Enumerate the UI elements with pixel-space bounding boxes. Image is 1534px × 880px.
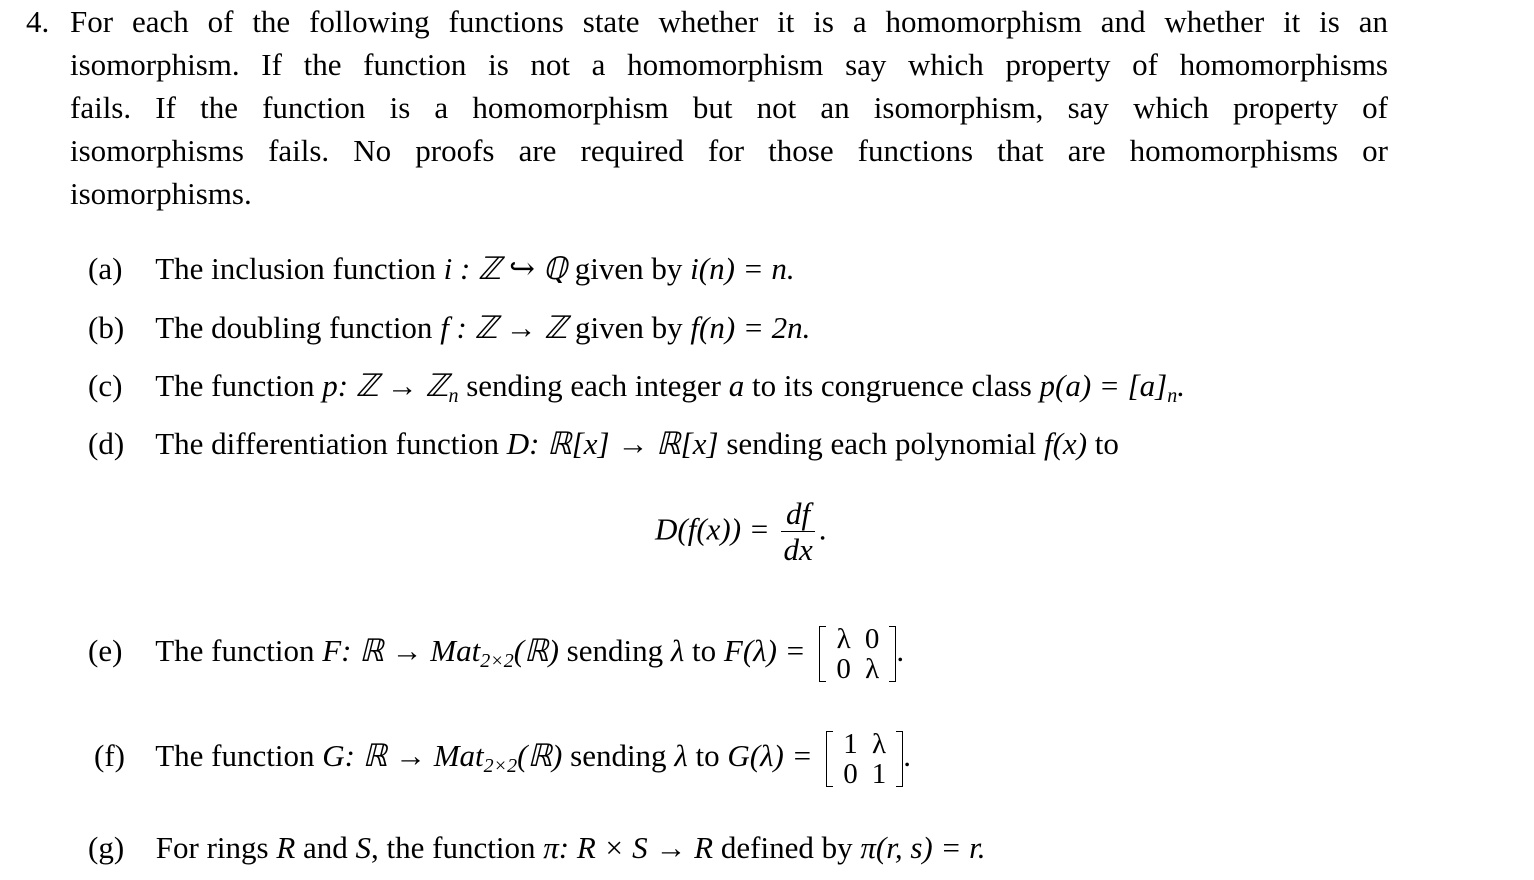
- item-text: The function: [155, 738, 315, 774]
- math-subscript: n: [448, 385, 459, 407]
- item-e: (e) The function F: ℝ → Mat$_{2\times 2}$(ℝ) sending λ to F(λ) = λ 0 0 λ .: [88, 623, 905, 685]
- math-expression: G(λ) =: [727, 738, 813, 774]
- matrix-cell: 0: [836, 653, 851, 685]
- matrix-cell: 1: [871, 758, 887, 790]
- math-variable: a: [728, 368, 745, 403]
- math-map: F: ℝ → Mat: [322, 633, 481, 669]
- math-expression: [322, 738, 563, 778]
- item-text: The doubling function: [155, 310, 433, 345]
- item-c: [88, 364, 1185, 418]
- matrix-cell: λ: [871, 728, 887, 760]
- math-expression: [322, 368, 459, 407]
- item-text: sending each integer: [466, 368, 721, 403]
- matrix-cell: λ: [865, 653, 880, 685]
- math-map-end: (ℝ): [513, 633, 559, 669]
- intro-line: isomorphisms.: [70, 176, 252, 211]
- matrix-e: [819, 624, 896, 684]
- matrix-cell: 1: [843, 728, 858, 760]
- item-text: The differentiation function: [155, 426, 499, 461]
- math-expression: i : ℤ ↪ ℚ: [443, 251, 568, 286]
- math-expression: f(n) = 2n.: [690, 310, 811, 345]
- item-text: to: [1094, 426, 1119, 461]
- intro-line: isomorphism. If the function is not a homomorphism say which property of homomorphisms: [70, 47, 1388, 82]
- display-equation: D(f(x)) = $\frac{df}{dx}$ .: [655, 496, 827, 567]
- math-map: G: ℝ → Mat: [322, 738, 484, 774]
- math-expression: π: R × S → R: [543, 830, 714, 865]
- item-g: [88, 826, 986, 869]
- math-expression: [322, 633, 559, 673]
- problem-intro: [70, 0, 1388, 215]
- derivative-fraction: [781, 497, 814, 568]
- matrix-f: [826, 729, 903, 789]
- item-text: given by: [575, 310, 683, 345]
- math-map-end: (ℝ): [517, 738, 563, 774]
- item-text: defined by: [720, 830, 853, 865]
- math-variable: S: [355, 830, 372, 865]
- item-label: (d): [88, 426, 125, 461]
- math-map: p: ℤ → ℤ: [322, 368, 449, 403]
- item-text: The inclusion function: [155, 251, 436, 286]
- item-a: [88, 247, 795, 290]
- intro-line: fails. If the function is a homomorphism but not an isomorphism, say which property of: [70, 90, 1388, 125]
- math-subscript: 2×2: [480, 650, 514, 673]
- item-text: The function: [155, 633, 315, 669]
- item-text: and: [303, 830, 348, 865]
- fraction-denominator: dx: [783, 532, 813, 567]
- item-text: sending: [570, 738, 667, 774]
- math-expression: f(x): [1044, 426, 1088, 461]
- problem-number: 4.: [26, 4, 50, 39]
- math-expression: D: ℝ[x] → ℝ[x]: [506, 426, 719, 461]
- item-text: For rings: [155, 830, 269, 865]
- item-label: (f): [94, 738, 125, 774]
- math-subscript: 2×2: [483, 755, 518, 778]
- item-label: (c): [88, 368, 123, 403]
- item-b: [88, 306, 810, 349]
- math-variable: λ: [674, 738, 688, 774]
- math-expression: π(r, s) = r.: [860, 830, 986, 865]
- item-text: to: [692, 633, 717, 669]
- item-text: given by: [574, 251, 683, 286]
- math-subscript: n: [1167, 385, 1178, 407]
- math-variable: λ: [670, 633, 685, 669]
- math-variable: R: [276, 830, 296, 865]
- math-expression: f : ℤ → ℤ: [440, 310, 568, 345]
- item-label: (e): [88, 633, 123, 669]
- item-label: (b): [88, 310, 125, 345]
- item-label: (a): [88, 251, 123, 286]
- item-text: to its congruence class: [752, 368, 1032, 403]
- intro-line: For each of the following functions state whether it is a homomorphism and whether it is an: [70, 4, 1388, 39]
- math-rule: p(a) = [a]: [1039, 368, 1168, 403]
- equation-lhs: D(f(x)) =: [655, 511, 770, 547]
- item-text: sending: [566, 633, 664, 669]
- math-expression: F(λ) =: [723, 633, 806, 669]
- intro-line: isomorphisms fails. No proofs are required for those functions that are homomorphisms or: [70, 133, 1388, 168]
- matrix-cell: 0: [843, 758, 858, 790]
- item-label: (g): [88, 830, 125, 865]
- item-text: The function: [155, 368, 315, 403]
- item-d: [88, 422, 1119, 465]
- item-f: (f) The function G: ℝ → Mat$_{2\times 2}$(ℝ) sending λ to G(λ) = 1 λ 0 1 .: [88, 729, 911, 789]
- item-text: to: [695, 738, 720, 774]
- matrix-cell: λ: [836, 623, 851, 655]
- item-text: , the function: [371, 830, 536, 865]
- math-expression: i(n) = n.: [690, 251, 795, 286]
- math-expression: $p(a) = [a]_n$.: [1039, 368, 1185, 407]
- fraction-numerator: df: [781, 497, 814, 532]
- matrix-cell: 0: [864, 623, 880, 655]
- item-text: sending each polynomial: [726, 426, 1037, 461]
